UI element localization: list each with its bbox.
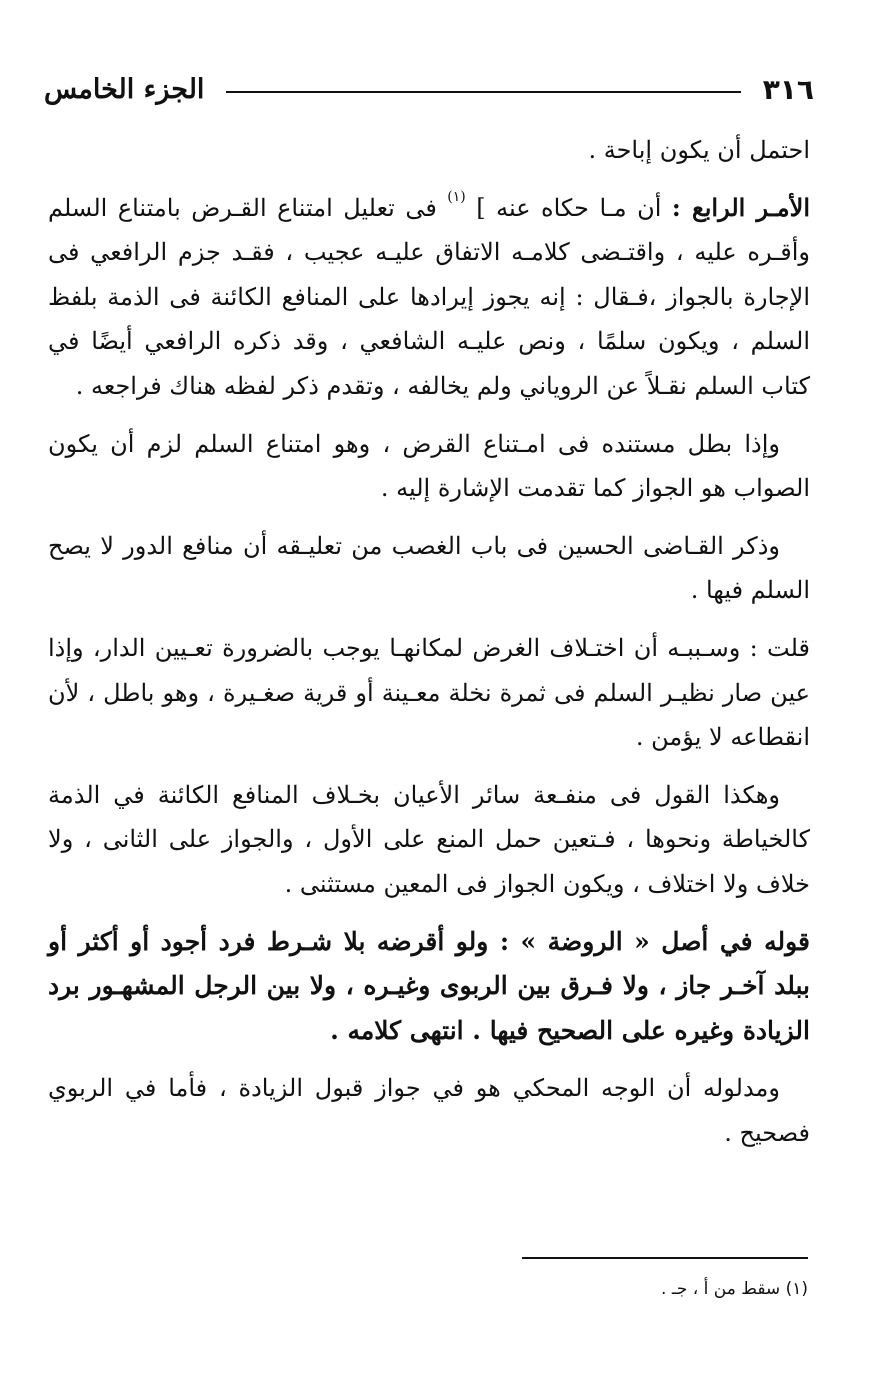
footnote: (١) سقط من أ ، جـ . bbox=[661, 1279, 808, 1299]
paragraph-text: قوله في أصل « الروضة » : ولو أقرضه بلا شـرط فرد أجود أو أكثر أو ببلد آخـر جاز ، ولا فـرق بين الربوى وغيـره ، ولا بين الرجل المشهـور برد الزيادة وغيره على الصحيح فيها . انتهى كلامه . bbox=[48, 926, 810, 1045]
paragraph-6 bbox=[48, 773, 810, 907]
paragraph-1 bbox=[48, 128, 810, 173]
main-text bbox=[48, 128, 810, 1168]
paragraph-5 bbox=[48, 626, 810, 760]
paragraph-4 bbox=[48, 524, 810, 613]
paragraph-2 bbox=[48, 186, 810, 409]
page-number: ٣١٦ bbox=[762, 72, 814, 106]
running-title: الجزء الخامس bbox=[44, 73, 205, 105]
header-rule bbox=[226, 91, 740, 93]
paragraph-text: احتمل أن يكون إباحة . bbox=[588, 136, 810, 164]
footnote-separator bbox=[522, 1257, 808, 1259]
section-lead: الأمـر الرابع : bbox=[671, 192, 810, 222]
paragraph-text: أن مـا حكاه عنه ] bbox=[465, 193, 672, 222]
paragraph-text: فى تعليل امتناع القـرض بامتناع السلم وأقـره عليه ، واقتـضى كلامـه الاتفاق عليـه عجيب ، فقـد جزم الرافعي فى الإجارة بالجواز ،فـقال : إنه يجوز إيرادها على المنافع الكائنة فى الذمة بلفظ السلم ، ويكون سلمًا ، ونص عليـه الشافعي ، وقد ذكره الرافعي أيضًا في كتاب السلم نقـلاً عن الروياني ولم يخالفه ، وتقدم ذكر لفظه هناك فراجعه . bbox=[48, 193, 810, 400]
paragraph-8 bbox=[48, 1066, 810, 1155]
paragraph-3 bbox=[48, 422, 810, 511]
page-header bbox=[44, 66, 814, 112]
quoted-passage bbox=[48, 920, 810, 1054]
paragraph-text: وهكذا القول فى منفـعة سائر الأعيان بخـلاف المنافع الكائنة في الذمة كالخياطة ونحوها ، فـتعين حمل المنع على الأول ، والجواز على الثانى ، ولا خلاف ولا اختلاف ، ويكون الجواز فى المعين مستثنى . bbox=[48, 780, 810, 898]
footnote-reference[interactable]: (١) bbox=[447, 188, 466, 205]
paragraph-text: وإذا بطل مستنده فى امـتناع القرض ، وهو امتناع السلم لزم أن يكون الصواب هو الجواز كما تقدمت الإشارة إليه . bbox=[48, 429, 810, 503]
paragraph-text: ومدلوله أن الوجه المحكي هو في جواز قبول الزيادة ، فأما في الربوي فصحيح . bbox=[48, 1074, 810, 1147]
paragraph-text: قلت : وسـببـه أن اختـلاف الغرض لمكانهـا يوجب بالضرورة تعـيين الدار، وإذا عين صار نظيـر السلم فى ثمرة نخلة معـينة أو قرية صغـيرة ، وهو باطل ، لأن انقطاعه لا يؤمن . bbox=[48, 633, 810, 752]
paragraph-text: وذكر القـاضى الحسين فى باب الغصب من تعليـقه أن منافع الدور لا يصح السلم فيها . bbox=[48, 531, 810, 605]
